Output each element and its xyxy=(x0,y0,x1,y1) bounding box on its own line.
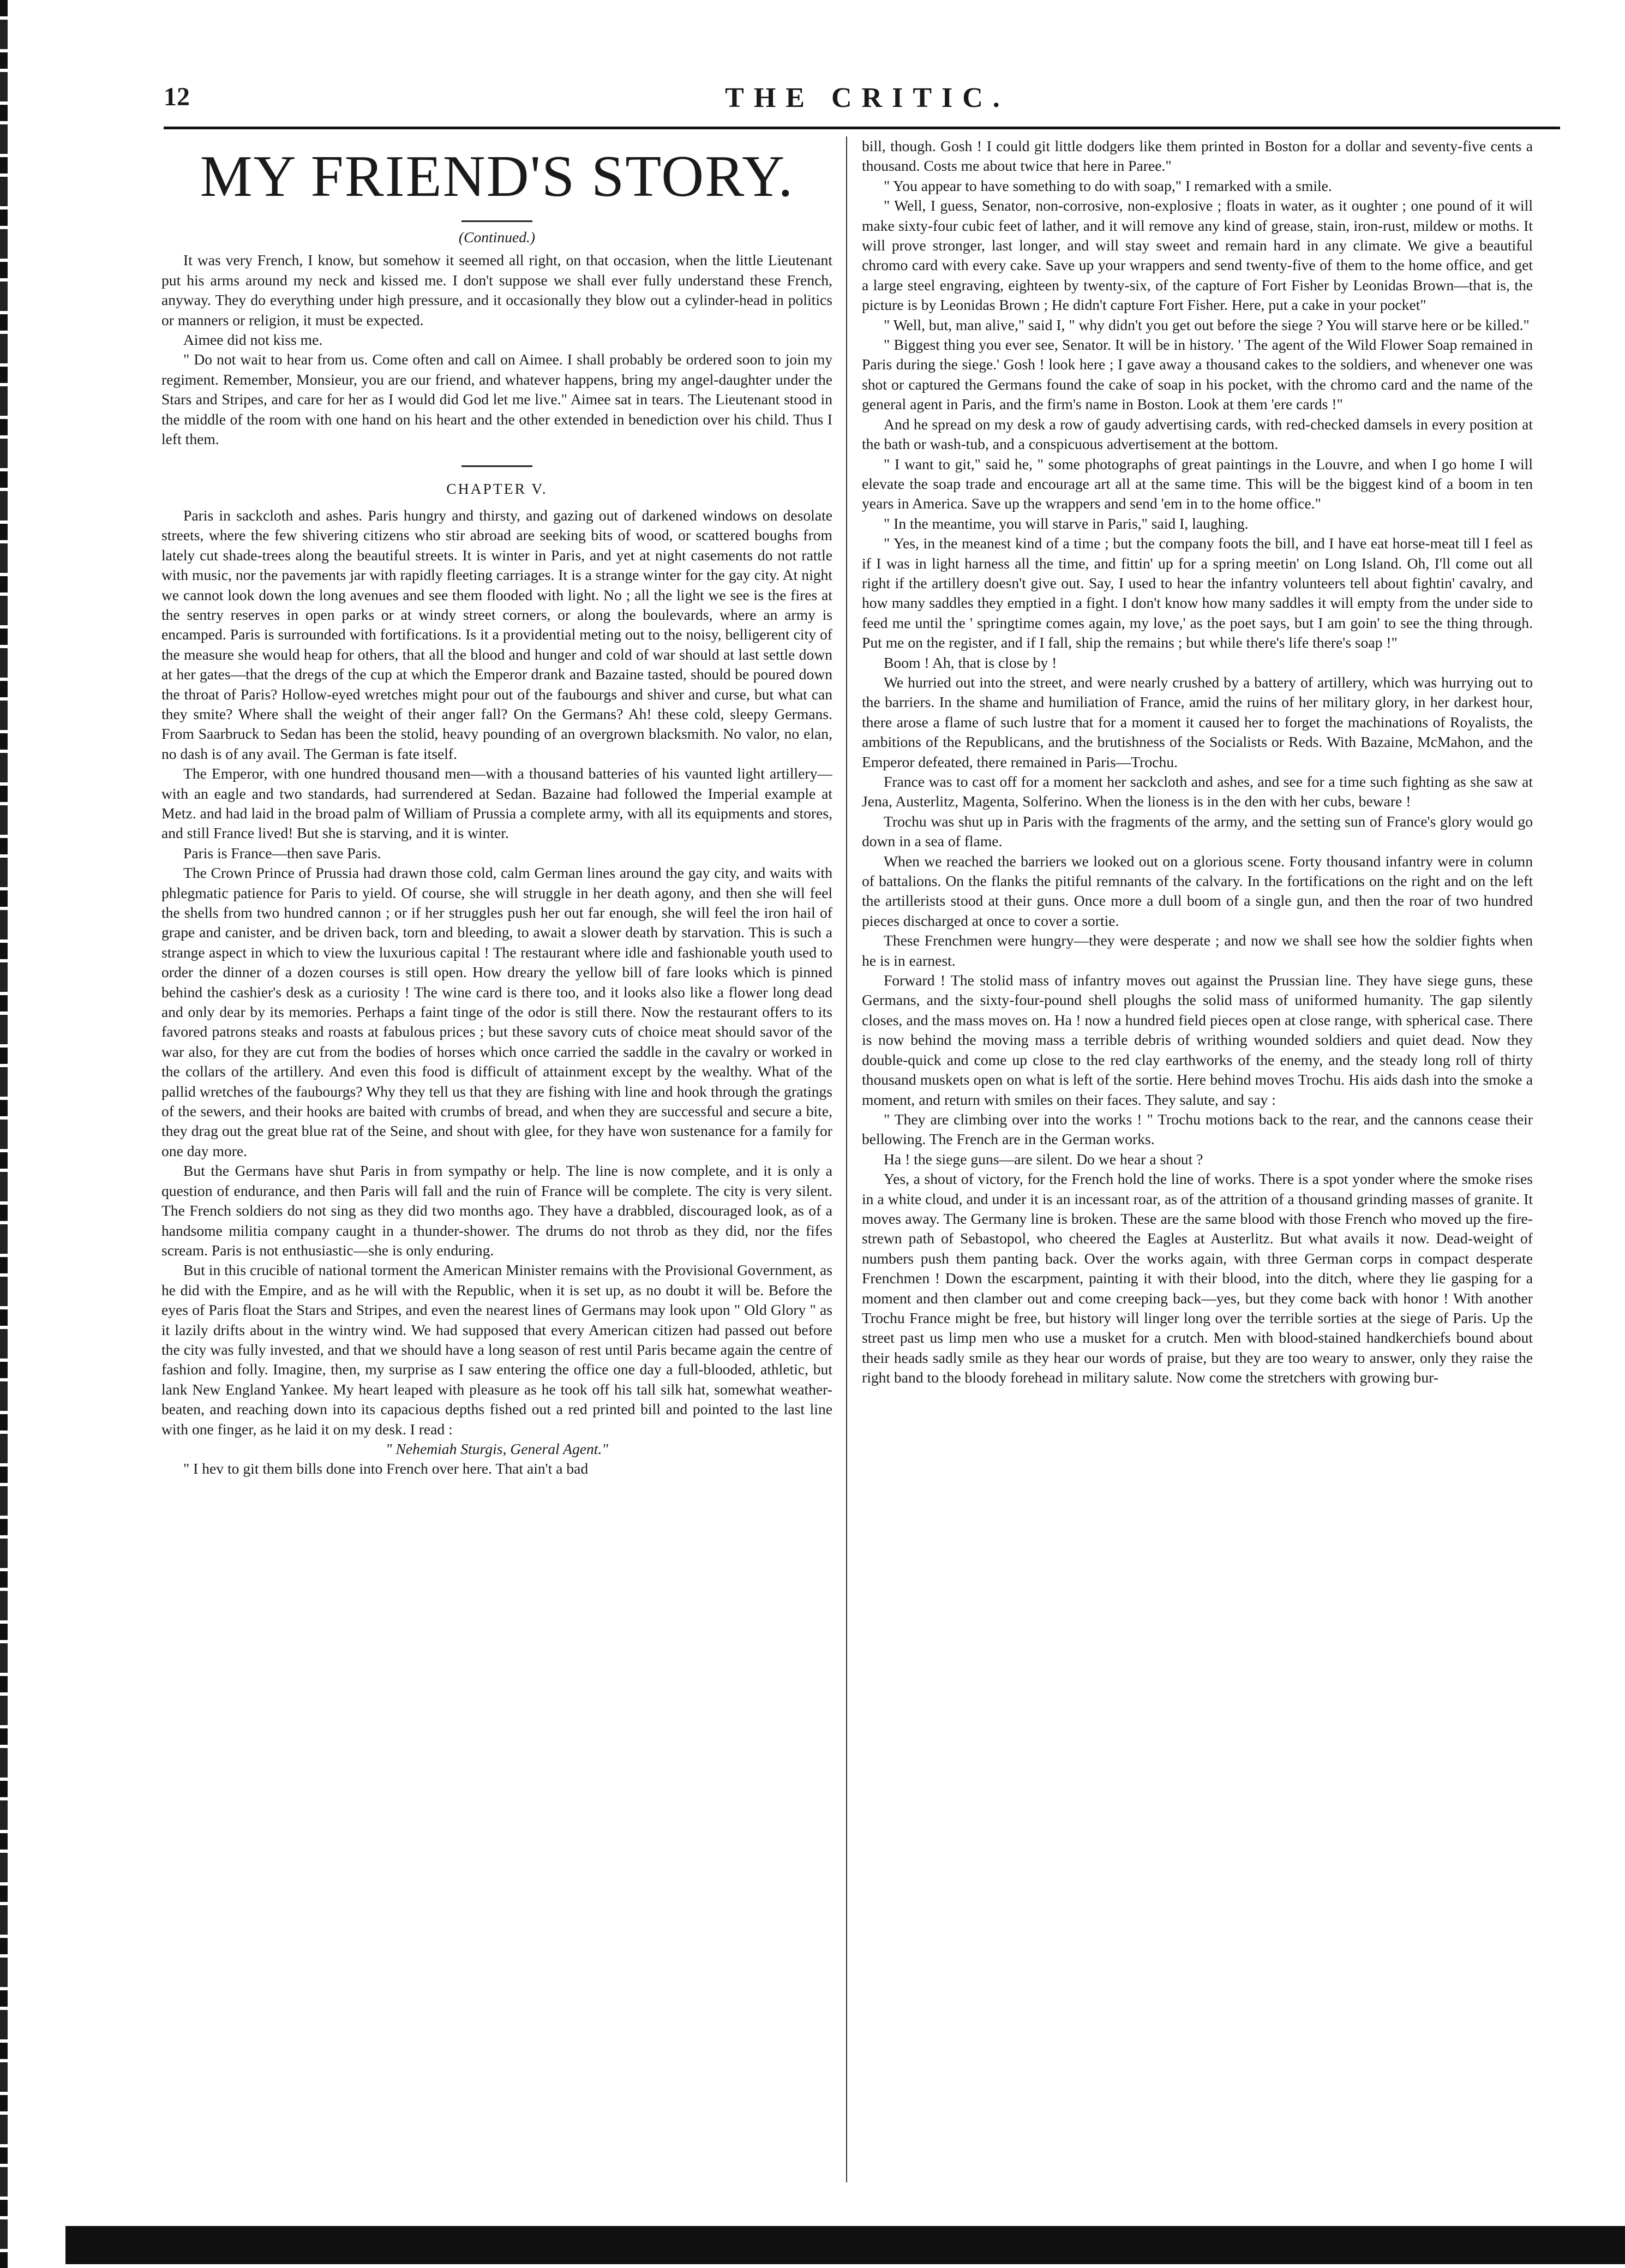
paragraph: " Yes, in the meanest kind of a time ; but the company foots the bill, and I have eat horse-meat till I feel as if I was in light harness all the time, and fittin' up for a spring meetin' on Long Island. Oh, I'll come out all right if the artillery doesn't give out. Say, I used to hear the infantry volunteers tell about fightin' cavalry, and how many saddles they emptied in a fight. I don't know how many saddles it will empty from the under side to feed me until the ' springtime comes again, my love,' as the poet says, but I am goin' to see the thing through. Put me on the register, and if I fall, ship the remains ; but while there's life there's soap !" xyxy=(862,535,1533,651)
header-rule xyxy=(164,127,1560,129)
paragraph: " You appear to have something to do with soap," I remarked with a smile. xyxy=(884,177,1332,194)
paragraph: " Biggest thing you ever see, Senator. It will be in history. ' The agent of the Wild Flower Soap remained in Paris during the siege.' Gosh ! look here ; I gave away a thousand cakes to the soldiers, and whenever one was shot or captured the Germans found the cake of soap in his pocket, with the chromo card and the name of the general agent in Paris, and the firm's name in Boston. Look at them 'ere cards !" xyxy=(862,336,1533,413)
paragraph: The Emperor, with one hundred thousand men—with a thousand batteries of his vaunted light artillery—with an eagle and two standards, had surrendered at Sedan. Bazaine had followed the Imperial example at Metz. and had laid in the broad palm of William of Prussia a complete army, with all its equipments and stores, and still France lived! But she is starving, and it is winter. xyxy=(161,765,832,842)
paragraph: The Crown Prince of Prussia had drawn those cold, calm German lines around the gay city, and waits with phlegmatic patience for Paris to yield. Of course, she will struggle in her death agony, and then she will feel the shells from two hundred cannon ; or if her struggles push her out far enough, she will feel the iron hail of grape and canister, and be driven back, torn and bleeding, to await a slower death by starvation. This is such a strange aspect in which to view the luxurious capital ! The restaurant where idle and fashionable youth used to order the dinner of a dozen courses is still open. How dreary the yellow bill of fare looks which is pinned behind the cashier's desk as a curiosity ! The wine card is there too, and it looks also like a flower long dead and only dear by its memories. Perhaps a faint tinge of the odor is still there. Now the restaurant offers to its favored patrons steaks and roasts at fabulous prices ; but these savory cuts of choice meat should savor of the war also, for they are cut from the bodies of horses which once carried the saddle in the cavalry or worked in the collars of the artillery. And even this food is difficult of attainment except by the wealthy. What of the pallid wretches of the faubourgs? Why they tell us that they are fishing with line and hook through the gratings of the sewers, and their hooks are baited with crumbs of bread, and when they are successful and secure a bite, they drag out the great blue rat of the Seine, and shout with glee, for they have won sustenance for a family for one day more. xyxy=(161,864,832,1159)
scan-edge-shadow xyxy=(0,0,8,2268)
paragraph: Aimee did not kiss me. xyxy=(183,331,323,349)
paragraph: " Well, I guess, Senator, non-corrosive, non-explosive ; floats in water, as it oughter ; one pound of it will make sixty-four cubic feet of lather, and it will remove any kind of grease, stain, iron-rust, mildew or moths. It will prove stronger, last longer, and will stay sweet and remain hard in any climate. We give a beautiful chromo card with every cake. Save up your wrappers and send twenty-five of them to the home office, and get a large steel engraving, eighteen by twenty-six, of the capture of Fort Fisher by Leonidas Brown—that is, the picture is by Leonidas Brown ; He didn't capture Fort Fisher. Here, put a cake in your pocket" xyxy=(862,197,1533,314)
page-header xyxy=(164,82,1571,125)
magazine-title: THE CRITIC. xyxy=(725,82,1010,113)
paragraph: But in this crucible of national torment the American Minister remains with the Provisional Government, as he did with the Empire, and as he will with the Republic, when it is set up, as no doubt it will be. Before the eyes of Paris float the Stars and Stripes, and even the nearest lines of Germans may look upon " Old Glory " as it lazily drifts about in the wintry wind. We had supposed that every American citizen had passed out before the city was fully invested, and that we should have a long season of rest until Paris became again the centre of fashion and folly. Imagine, then, my surprise as I saw entering the office one day a full-blooded, athletic, but lank New England Yankee. My heart leaped with pleasure as he took off his tall silk hat, somewhat weather-beaten, and reaching down into its capacious depths fished out a red printed bill and pointed to the last line with one finger, as he laid it on my desk. I read : xyxy=(161,1261,832,1438)
continued-note: (Continued.) xyxy=(458,229,536,246)
paragraph: Forward ! The stolid mass of infantry moves out against the Prussian line. They have siege guns, these Germans, and the sixty-four-pound shell ploughs the solid mass of uniformed humanity. The gap silently closes, and the mass moves on. Ha ! now a hundred field pieces open at close range, with spherical case. There is now behind the moving mass a terrible debris of writhing wounded soldiers and quiet dead. Now they double-quick and come up close to the red clay earthworks of the enemy, and the steady long roll of thirty thousand muskets open on what is left of the sortie. Here behind moves Trochu. His aids dash into the smoke a moment, and return with smiles on their faces. They salute, and say : xyxy=(862,972,1533,1108)
left-column xyxy=(161,136,832,2177)
scan-bottom-edge xyxy=(65,2226,1625,2264)
paragraph: " I hev to git them bills done into French over here. That ain't a bad xyxy=(183,1460,589,1477)
paragraph: But the Germans have shut Paris in from sympathy or help. The line is now complete, and it is only a question of endurance, and then Paris will fall and the ruin of France will be complete. The city is very silent. The French soldiers do not sing as they did two months ago. They have a drabbled, discouraged look, as of a handsome militia company caught in a thunder-shower. The drums do not throb as they did, nor the fifes scream. Paris is not enthusiastic—she is only enduring. xyxy=(161,1162,832,1259)
paragraph: Paris is France—then save Paris. xyxy=(183,844,381,861)
chapter-rule xyxy=(461,465,532,467)
right-column xyxy=(862,136,1533,2177)
paragraph: It was very French, I know, but somehow it seemed all right, on that occasion, when the little Lieutenant put his arms around my neck and kissed me. I don't suppose we shall ever fully understand these French, anyway. They do everything under high pressure, and it occasionally they blow out a cylinder-head in politics or manners or religion, it must be expected. xyxy=(161,252,832,328)
paragraph: bill, though. Gosh ! I could git little dodgers like them printed in Boston for a dollar and seventy-five cents a thousand. Costs me about twice that here in Paree." xyxy=(862,137,1533,175)
paragraph: When we reached the barriers we looked out on a glorious scene. Forty thousand infantry were in column of battalions. On the flanks the pitiful remnants of the calvary. In the fortifications on the right and on the left the artillerists stood at their guns. Once more a dull boom of a single gun, and then the roar of two hundred pieces discharged at once to cover a sortie. xyxy=(862,852,1533,929)
paragraph: And he spread on my desk a row of gaudy advertising cards, with red-checked damsels in every position at the bath or wash-tub, and a conspicuous advertisement at the bottom. xyxy=(862,415,1533,453)
paragraph: Boom ! Ah, that is close by ! xyxy=(884,654,1057,671)
paragraph: " Well, but, man alive," said I, " why didn't you get out before the siege ? You will starve here or be killed." xyxy=(884,316,1530,333)
paragraph: Yes, a shout of victory, for the French hold the line of works. There is a spot yonder where the smoke rises in a white cloud, and under it is an incessant roar, as of the attrition of a thousand grinding masses of granite. It moves away. The Germany line is broken. These are the same blood with those French who moved up the fire-strewn path of Sebastopol, who cheered the Eagles at Austerlitz. But what avails it now. Dead-weight of numbers push them panting back. Over the works again, with three German corps in compact desperate Frenchmen ! Down the escarpment, painting it with their blood, into the ditch, where they lie gasping for a moment and then clamber out and come creeping back—yes, but they come back with honor ! With another Trochu France might be free, but history will linger long over the terrible sorties at the siege of Paris. Up the street past us limp men who use a musket for a crutch. Men with blood-stained handkerchiefs bound about their heads sadly smile as they hear our words of praise, but they are too weary to answer, only they raise the right band to the bloody forehead in military salute. Now come the stretchers with growing bur- xyxy=(862,1170,1533,1386)
paragraph: " In the meantime, you will starve in Paris," said I, laughing. xyxy=(884,514,1249,532)
column-divider xyxy=(846,136,847,2182)
paragraph: France was to cast off for a moment her sackcloth and ashes, and see for a time such fighting as she saw at Jena, Austerlitz, Magenta, Solferino. When the lioness is in the den with her cubs, beware ! xyxy=(862,773,1533,810)
paragraph: " Do not wait to hear from us. Come often and call on Aimee. I shall probably be ordered soon to join my regiment. Remember, Monsieur, you are our friend, and whatever happens, bring my angel-daughter under the Stars and Stripes, and care for her as I would did God let me live." Aimee sat in tears. The Lieutenant stood in the middle of the room with one hand on his heart and the other extended in benediction over his child. Thus I left them. xyxy=(161,351,832,448)
title-rule xyxy=(461,220,532,222)
page-number: 12 xyxy=(164,82,190,111)
chapter-heading: CHAPTER V. xyxy=(446,480,548,498)
paragraph: We hurried out into the street, and were nearly crushed by a battery of artillery, which was hurrying out to the barriers. In the shame and humiliation of France, amid the ruins of her military glory, in her darkest hour, there arose a flame of such lustre that for a moment it caused her to forget the machinations of Royalists, the ambitions of the Republicans, and the brutishness of the Socialists or Reds. With Bazaine, McMahon, and the Emperor defeated, there remained in Paris—Trochu. xyxy=(862,673,1533,770)
bill-signature: " Nehemiah Sturgis, General Agent." xyxy=(386,1440,608,1457)
paragraph: Ha ! the siege guns—are silent. Do we hear a shout ? xyxy=(884,1150,1203,1168)
paragraph: Trochu was shut up in Paris with the fragments of the army, and the setting sun of France's glory would go down in a sea of flame. xyxy=(862,812,1533,850)
paragraph: Paris in sackcloth and ashes. Paris hungry and thirsty, and gazing out of darkened windows on desolate streets, where the few shivering citizens who stir abroad are seeking bits of wood, or scattered boughs from lately cut shade-trees along the beautiful streets. It is winter in Paris, and yet at night casements do not rattle with music, nor the pavements jar with rapidly fleeting carriages. It is a strange winter for the gay city. At night we cannot look down the long avenues and see them flooded with light. No ; all the light we see is the fires at the sentry reserves in open parks or at windy street corners, or along the boulevards, where an army is encamped. Paris is surrounded with fortifications. Is it a providential meting out to the noisy, belligerent city of the measure she would heap for others, that all the blood and hunger and cold of war should at last settle down at her gates—that the dregs of the cup at which the Emperor drank and Bazaine tasted, should be poured down the throat of Paris? Hollow-eyed wretches might pour out of the faubourgs and shiver and curse, but what can they smite? Where shall the weight of their anger fall? On the Germans? Ah! these cold, sleepy Germans. From Saarbruck to Sedan has been the stolid, heavy pounding of an overgrown blacksmith. No valor, no elan, no dash is of any avail. The German is fate itself. xyxy=(161,506,832,762)
paragraph: These Frenchmen were hungry—they were desperate ; and now we shall see how the soldier fights when he is in earnest. xyxy=(862,932,1533,969)
story-title: MY FRIEND'S STORY. xyxy=(200,144,794,209)
paragraph: " They are climbing over into the works ! " Trochu motions back to the rear, and the cannons cease their bellowing. The French are in the German works. xyxy=(862,1110,1533,1148)
paragraph: " I want to git," said he, " some photographs of great paintings in the Louvre, and when I go home I will elevate the soap trade and encourage art all at the same time. This will be the biggest kind of a boom in ten years in America. Save up the wrappers and send 'em in to the home office." xyxy=(862,455,1533,512)
